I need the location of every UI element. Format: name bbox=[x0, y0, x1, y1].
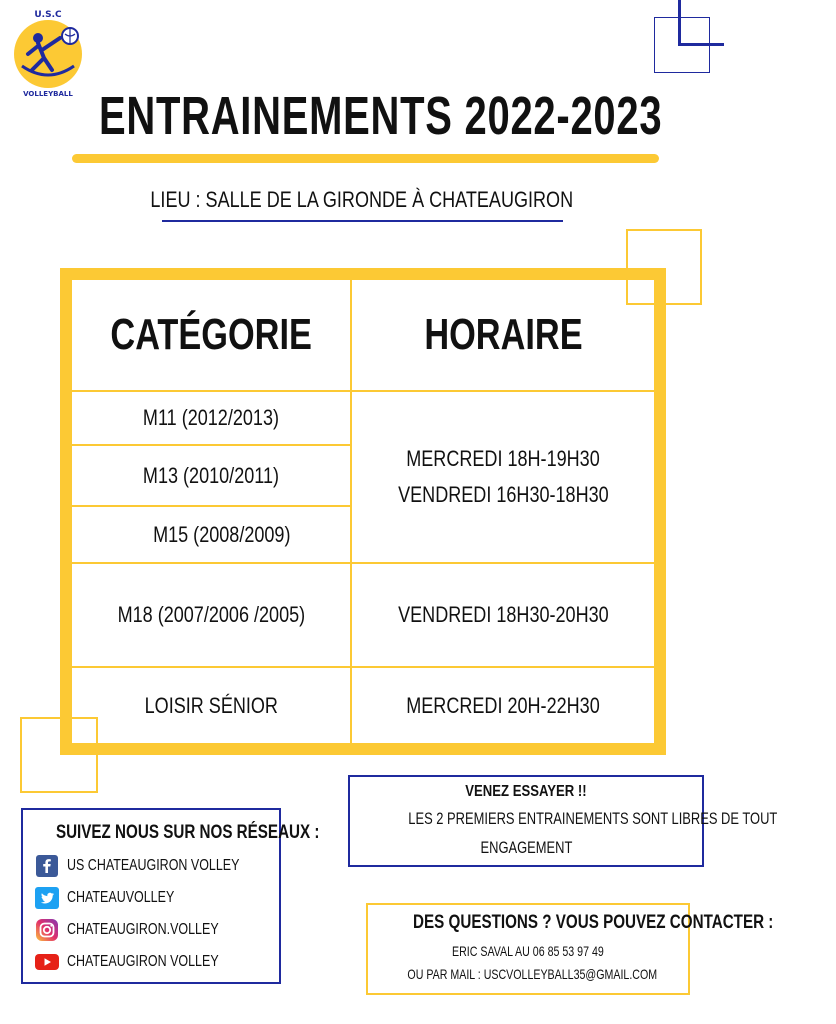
trial-line-text: LES 2 PREMIERS ENTRAINEMENTS SONT LIBRES DE TOUT bbox=[408, 809, 778, 828]
location-text: LIEU : SALLE DE LA GIRONDE À CHATEAUGIRON bbox=[150, 187, 574, 212]
page-title bbox=[0, 82, 724, 150]
header-categorie-text: CATÉGORIE bbox=[110, 310, 312, 359]
social-label: CHATEAUGIRON.VOLLEY bbox=[67, 921, 219, 938]
logo-bottom-text: VOLLEYBALL bbox=[23, 90, 73, 98]
trial-title-text: VENEZ ESSAYER !! bbox=[465, 783, 587, 800]
schedule-text: VENDREDI 18H30-20H30 bbox=[397, 602, 609, 627]
schedule-cell bbox=[352, 668, 654, 743]
category-text: M18 (2007/2006 /2005) bbox=[117, 602, 305, 627]
category-cell bbox=[72, 507, 350, 562]
logo-top-text: U.S.C bbox=[34, 10, 62, 20]
contact-email[interactable] bbox=[368, 966, 688, 984]
social-title-text: SUIVEZ NOUS SUR NOS RÉSEAUX : bbox=[55, 822, 320, 843]
contact-email-text: OU PAR MAIL : USCVOLLEYBALL35@GMAIL.COM bbox=[407, 966, 658, 982]
contact-phone bbox=[368, 943, 688, 961]
schedule-text: VENDREDI 16H30-18H30 bbox=[397, 482, 609, 507]
social-label: CHATEAUGIRON VOLLEY bbox=[67, 953, 219, 970]
title-underline bbox=[72, 154, 659, 163]
category-cell bbox=[72, 668, 350, 743]
social-networks-box bbox=[21, 808, 320, 984]
category-text: M13 (2010/2011) bbox=[142, 462, 280, 488]
category-cell bbox=[72, 446, 350, 505]
category-cell bbox=[72, 564, 350, 666]
youtube-icon bbox=[35, 950, 59, 974]
location-line bbox=[0, 183, 724, 217]
category-cell bbox=[72, 392, 350, 444]
trial-line bbox=[350, 809, 778, 829]
schedule-text: MERCREDI 18H-19H30 bbox=[406, 446, 600, 471]
social-title bbox=[23, 822, 320, 844]
social-item-youtube[interactable] bbox=[35, 948, 261, 976]
social-label: US CHATEAUGIRON VOLLEY bbox=[67, 857, 240, 874]
decorative-corner-blue bbox=[678, 0, 724, 46]
category-text: M15 (2008/2009) bbox=[153, 521, 291, 547]
schedule-text: MERCREDI 20H-22H30 bbox=[406, 692, 600, 718]
header-horaire bbox=[352, 280, 654, 390]
social-item-facebook[interactable] bbox=[35, 852, 288, 880]
contact-title bbox=[368, 912, 774, 934]
trial-info-box bbox=[348, 775, 778, 867]
schedule-cell bbox=[352, 392, 654, 562]
contact-phone-text: ERIC SAVAL AU 06 85 53 97 49 bbox=[452, 943, 604, 959]
trial-line-text: ENGAGEMENT bbox=[480, 838, 572, 857]
instagram-icon bbox=[35, 918, 59, 942]
trial-line bbox=[350, 838, 702, 858]
social-item-twitter[interactable] bbox=[35, 884, 205, 912]
category-text: LOISIR SÉNIOR bbox=[144, 692, 278, 718]
header-horaire-text: HORAIRE bbox=[423, 310, 583, 359]
social-item-instagram[interactable] bbox=[35, 916, 261, 944]
location-underline bbox=[162, 220, 563, 222]
header-categorie bbox=[72, 280, 350, 390]
trial-title bbox=[350, 783, 702, 801]
twitter-icon bbox=[35, 886, 59, 910]
page-title-text: ENTRAINEMENTS 2022-2023 bbox=[98, 86, 663, 146]
facebook-icon bbox=[35, 854, 59, 878]
social-label: CHATEAUVOLLEY bbox=[67, 889, 175, 906]
category-text: M11 (2012/2013) bbox=[142, 405, 280, 430]
contact-box bbox=[366, 903, 774, 995]
contact-title-text: DES QUESTIONS ? VOUS POUVEZ CONTACTER : bbox=[413, 912, 774, 933]
schedule-cell bbox=[352, 564, 654, 666]
